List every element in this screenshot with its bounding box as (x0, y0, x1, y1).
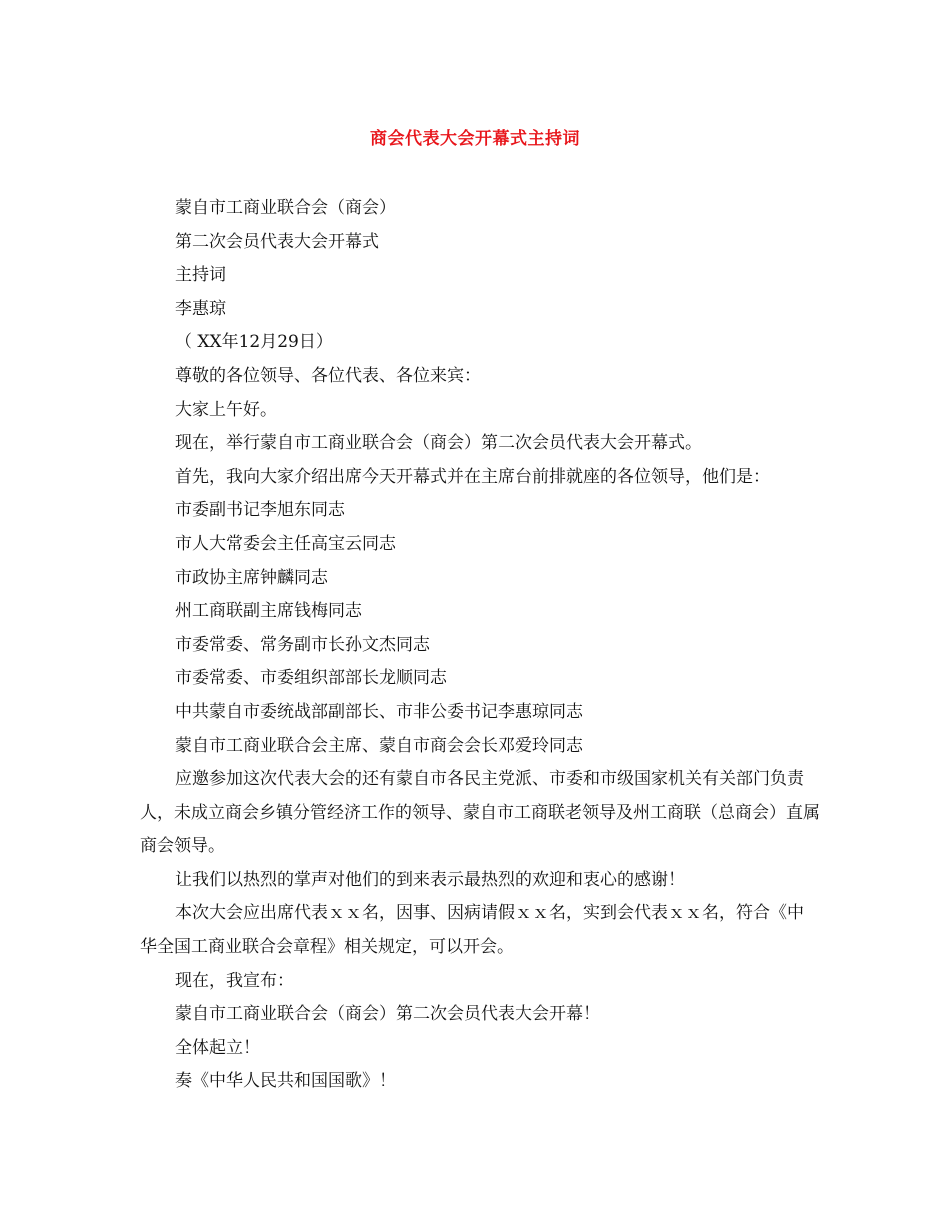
paragraph: 首先，我向大家介绍出席今天开幕式并在主席台前排就座的各位领导，他们是： (175, 466, 770, 487)
paragraph: （ XX年12月29日） (175, 332, 333, 353)
document-body (140, 192, 820, 1099)
paragraph: 第二次会员代表大会开幕式 (175, 231, 379, 252)
paragraph: 应邀参加这次代表大会的还有蒙自市各民主党派、市委和市级国家机关有关部门负责人，未成立商会乡镇分管经济工作的领导、蒙自市工商联老领导及州工商联（总商会）直属商会领导。 (140, 769, 820, 857)
paragraph: 蒙自市工商业联合会（商会）第二次会员代表大会开幕！ (175, 1004, 600, 1025)
paragraph: 市委常委、常务副市长孙文杰同志 (175, 634, 430, 655)
document-title: 商会代表大会开幕式主持词 (370, 129, 580, 149)
paragraph: 让我们以热烈的掌声对他们的到来表示最热烈的欢迎和衷心的感谢！ (175, 869, 685, 890)
paragraph: 全体起立！ (175, 1037, 260, 1058)
paragraph: 尊敬的各位领导、各位代表、各位来宾： (175, 365, 481, 386)
paragraph: 蒙自市工商业联合会主席、蒙自市商会会长邓爱玲同志 (175, 735, 583, 756)
paragraph: 中共蒙自市委统战部副部长、市非公委书记李惠琼同志 (175, 701, 583, 722)
paragraph: 州工商联副主席钱梅同志 (175, 601, 362, 622)
paragraph: 主持词 (175, 265, 226, 286)
paragraph: 蒙自市工商业联合会（商会） (175, 198, 396, 218)
paragraph: 市人大常委会主任高宝云同志 (175, 533, 396, 554)
paragraph: 本次大会应出席代表ｘｘ名，因事、因病请假ｘｘ名，实到会代表ｘｘ名，符合《中华全国工商业联合会章程》相关规定，可以开会。 (140, 903, 804, 958)
paragraph: 现在，我宣布： (175, 970, 294, 991)
paragraph: 李惠琼 (175, 298, 226, 319)
paragraph: 大家上午好。 (175, 399, 277, 420)
paragraph: 现在，举行蒙自市工商业联合会（商会）第二次会员代表大会开幕式。 (175, 433, 702, 454)
paragraph: 奏《中华人民共和国国歌》！ (175, 1071, 396, 1092)
paragraph: 市委常委、市委组织部部长龙顺同志 (175, 668, 447, 689)
paragraph: 市委副书记李旭东同志 (175, 500, 345, 521)
paragraph: 市政协主席钟麟同志 (175, 567, 328, 588)
